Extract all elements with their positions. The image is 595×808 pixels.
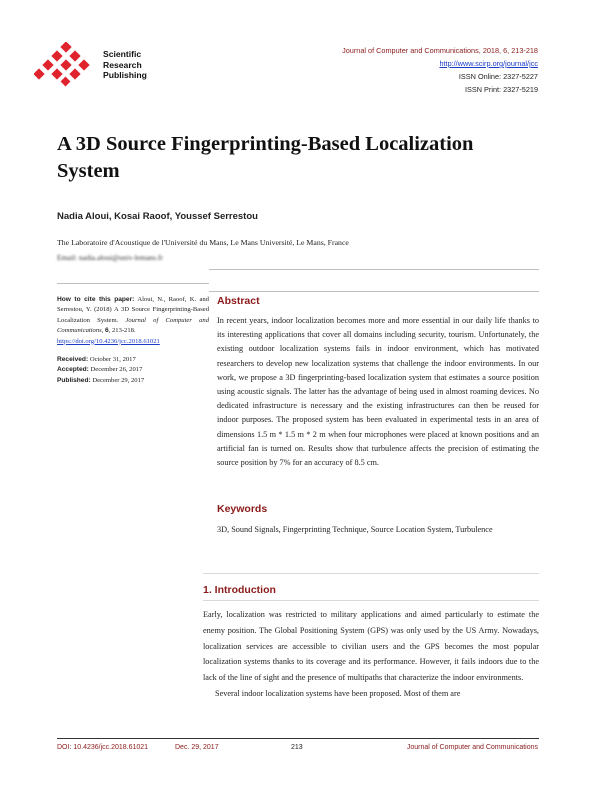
abstract-rule: [209, 291, 539, 292]
doi-link[interactable]: https://doi.org/10.4236/jcc.2018.61021: [57, 337, 160, 345]
authors: Nadia Aloui, Kosai Raoof, Youssef Serrestou: [57, 211, 258, 222]
citation-sidebar: [57, 295, 209, 386]
publisher-name: Scientific Research Publishing: [103, 49, 147, 80]
cite-pages: , 213-218.: [108, 327, 136, 335]
intro-rule-bottom: [203, 600, 539, 601]
published-row: Published: December 29, 2017: [57, 376, 145, 384]
introduction-heading: 1. Introduction: [203, 584, 276, 596]
cite-journal: Journal of Computer and Communications,: [57, 316, 209, 335]
intro-rule: [203, 573, 539, 574]
cite-volume: 6: [105, 327, 109, 335]
issn-online: ISSN Online: 2327-5227: [458, 72, 538, 81]
footer-journal: Journal of Computer and Communications: [406, 744, 538, 751]
sidebar-divider: [57, 283, 209, 284]
accepted-row: Accepted: December 26, 2017: [57, 366, 143, 374]
received-row: Received: October 31, 2017: [57, 356, 136, 364]
introduction-body: [203, 607, 539, 702]
footer-page-number: 213: [291, 744, 303, 751]
publisher-logo: [34, 42, 159, 87]
journal-url-link[interactable]: http://www.scirp.org/journal/jcc: [439, 59, 538, 68]
cite-label: How to cite this paper:: [57, 296, 135, 303]
intro-paragraph-2: Several indoor localization systems have been proposed. Most of them are: [215, 688, 461, 698]
footer-date: Dec. 29, 2017: [175, 744, 219, 751]
footer-rule: [57, 738, 539, 739]
email: Email: nadia.aloui@univ-lemans.fr: [57, 253, 163, 262]
publication-dates: [57, 355, 209, 386]
how-to-cite: [57, 295, 209, 347]
paper-title: A 3D Source Fingerprinting-Based Localization System: [57, 133, 474, 182]
issn-print: ISSN Print: 2327-5219: [464, 85, 538, 94]
footer-doi: DOI: 10.4236/jcc.2018.61021: [57, 744, 149, 751]
scirp-logo-icon: [34, 42, 100, 87]
abstract-heading: Abstract: [217, 295, 260, 307]
header-divider: [209, 269, 539, 270]
journal-info: [342, 44, 538, 96]
journal-citation: Journal of Computer and Communications, 2018, 6, 213-218: [342, 46, 538, 55]
affiliation: The Laboratoire d'Acoustique de l'Université du Mans, Le Mans Université, Le Mans, France: [57, 238, 349, 247]
keywords-text: 3D, Sound Signals, Fingerprinting Technique, Source Location System, Turbulence: [217, 525, 493, 534]
intro-paragraph-1: Early, localization was restricted to military applications and aimed particularly to estimate the enemy position. The Global Positioning System (GPS) was only used by the US Army. Nowadays, localization services are accessible to civilian users and the GPS becomes the most popular localization systems thanks to its coverage and its performance. However, it fails indoors due to the lack of the line of sight and the presence of multipaths that characterize the indoor environments.: [203, 610, 539, 683]
cite-text: Aloui, N., Raoof, K. and Serrestou, Y. (2018) A 3D Source Fingerprinting-Based Localization System.: [57, 296, 209, 324]
keywords-heading: Keywords: [217, 503, 268, 515]
abstract-text: In recent years, indoor localization becomes more and more essential in our daily life thanks to its interesting applications that cover all domains including security, tourism. Unfortunately, the existing outdoor localization systems fails in indoor environment, which has motivated researchers to develop new localization systems that challenge the indoor environments. In our work, we propose a 3D fingerprinting-based localization system that estimates a source position using acoustic signals. The latter has the advantage of being used in almost roaming devices. No dedicated infrastructure is necessary and the existing infrastructures can then be reused for indoor purposes. The proposed system has been evaluated in experimental tests in an area of dimensions 1.5 m * 1.5 m * 2 m when four microphones were placed at known positions and an artificial fan is turned on. Results show that turbulence affects the precision of estimating the source position by 7% for an accuracy of 8.5 cm.: [217, 316, 539, 468]
